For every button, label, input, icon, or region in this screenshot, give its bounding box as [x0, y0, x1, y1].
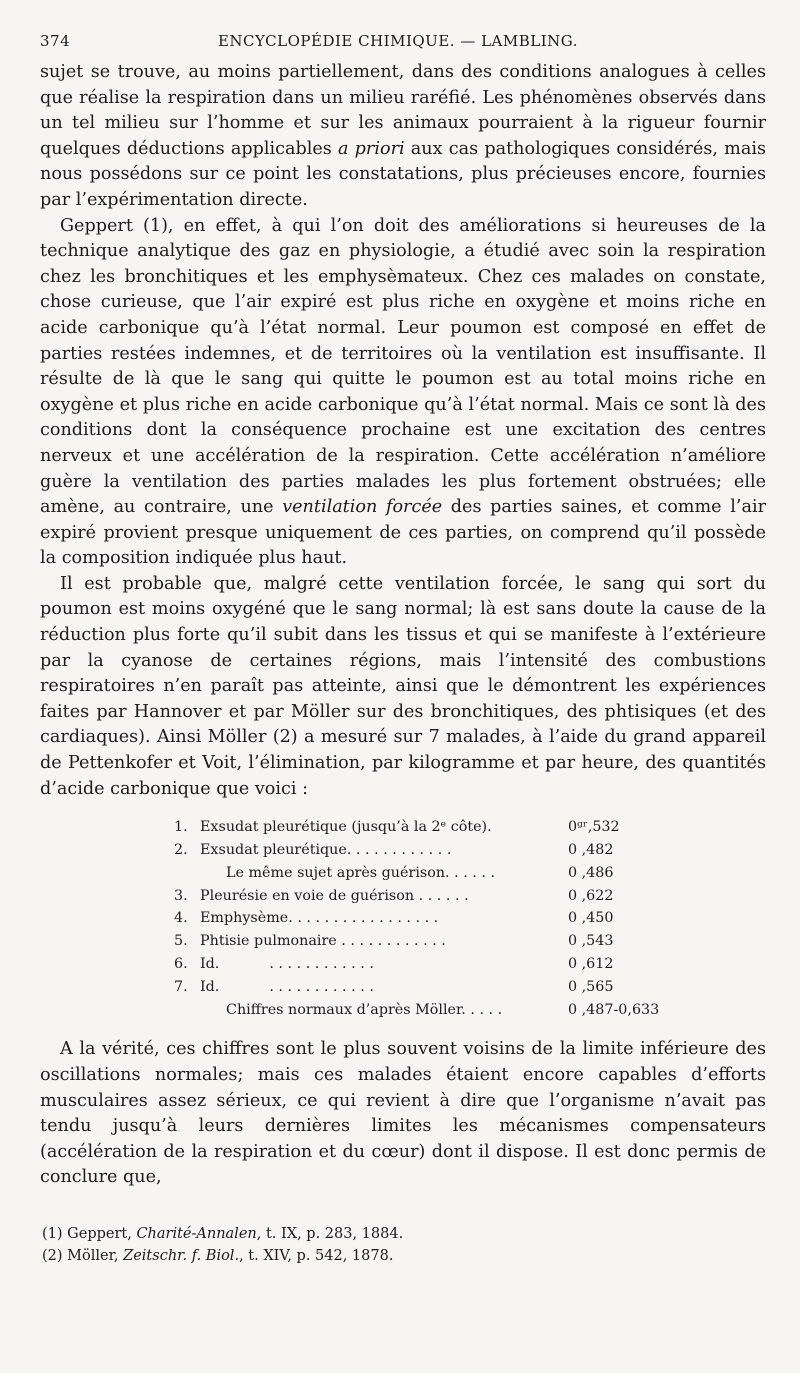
paragraph-3: Il est probable que, malgré cette ventilation forcée, le sang qui sort du poumon est moins oxygéné que le sang normal; là est sans doute la cause de la réduction plus forte qu’il subit dans les tissus et qui se manifeste à l’extérieure par la cyanose de certaines régions, mais l’intensité des combustions respiratoires n’en paraît pas atteinte, ainsi que le démontrent les expériences faites par Hannover et par Möller sur des bronchitiques, des phtisiques (et des cardiaques). Ainsi Möller (2) a mesuré sur 7 malades, à l’aide du grand appareil de Pettenkofer et Voit, l’élimination, par kilogramme et par heure, des quantités d’acide carbonique que voici :	[40, 573, 766, 799]
table-row: 2. Exsudat pleurétique. . . . . . . . . . . . 0 ,482	[174, 842, 614, 859]
italic-ventilation-forcee: ventilation forcée	[282, 497, 443, 518]
footnote-2: (2) Möller, Zeitschr. f. Biol., t. XIV, p. 542, 1878.	[42, 1247, 394, 1264]
table-row: 5. Phtisie pulmonaire . . . . . . . . . . . . 0 ,543	[174, 933, 614, 950]
paragraph-1: sujet se trouve, au moins partiellement, dans des conditions analogues à celles que réalise la respiration dans un milieu raréfié. Les phénomènes observés dans un tel milieu sur l’homme et sur les animaux pourraient à la rigueur fournir quelques déductions applicables a priori aux cas pathologiques considérés, mais nous possédons sur ce point les constatations, plus précieuses encore, fournies par l’expérimentation directe.	[40, 62, 766, 210]
table-row: 7. Id. . . . . . . . . . . . . 0 ,565	[174, 978, 614, 995]
table-row: 3. Pleurésie en voie de guérison . . . . . . 0 ,622	[174, 887, 614, 904]
body-text-continued	[40, 1037, 766, 1191]
paragraph-4: A la vérité, ces chiffres sont le plus souvent voisins de la limite inférieure des oscillations normales; mais ces malades étaient encore capables d’efforts musculaires assez sérieux, ce qui revient à dire que l’organisme n’avait pas tendu jusqu’à leurs dernières limites les mécanismes compensateurs (accélération de la respiration et du cœur) dont il dispose. Il est donc permis de conclure que,	[40, 1039, 766, 1188]
table-row: Le même sujet après guérison. . . . . . 0 ,486	[226, 864, 614, 881]
table-row: 6. Id. . . . . . . . . . . . . 0 ,612	[174, 956, 614, 972]
table-row: 1. Exsudat pleurétique (jusqu’à la 2ᵉ côte). 0ᵍʳ,532	[174, 819, 620, 836]
page-number: 374	[40, 32, 71, 50]
footnote-1: (1) Geppert, Charité-Annalen, t. IX, p. 283, 1884.	[42, 1225, 404, 1242]
italic-a-priori: a priori	[337, 138, 405, 159]
body-text	[40, 60, 766, 802]
co2-table	[174, 816, 684, 1021]
footnotes	[40, 1223, 766, 1267]
running-title: ENCYCLOPÉDIE CHIMIQUE. — LAMBLING.	[217, 32, 578, 50]
paragraph-2: Geppert (1), en effet, à qui l’on doit des améliorations si heureuses de la technique analytique des gaz en physiologie, a étudié avec soin la respiration chez les bronchitiques et les emphysèmateux. Chez ces malades on constate, chose curieuse, que l’air expiré est plus riche en oxygène et moins riche en acide carbonique qu’à l’état normal. Leur poumon est composé en effet de parties restées indemnes, et de territoires où la ventilation est insuffisante. Il résulte de là que le sang qui quitte le poumon est au total moins riche en oxygène et plus riche en acide carbonique qu’à l’état normal. Mais ce sont là des conditions dont la conséquence prochaine est une excitation des centres nerveux et une accélération de la respiration. Cette accélération n’améliore guère la ventilation des parties malades les plus fortement obstruées; elle amène, au contraire, une ventilation forcée des parties saines, et comme l’air expiré provient presque uniquement de ces parties, on comprend qu’il possède la composition indiquée plus haut.	[40, 215, 766, 569]
table-row: Chiffres normaux d’après Möller. . . . . 0 ,487-0,633	[226, 1001, 660, 1018]
table-row: 4. Emphysème. . . . . . . . . . . . . . . . . 0 ,450	[174, 910, 614, 927]
page-header	[40, 32, 766, 60]
